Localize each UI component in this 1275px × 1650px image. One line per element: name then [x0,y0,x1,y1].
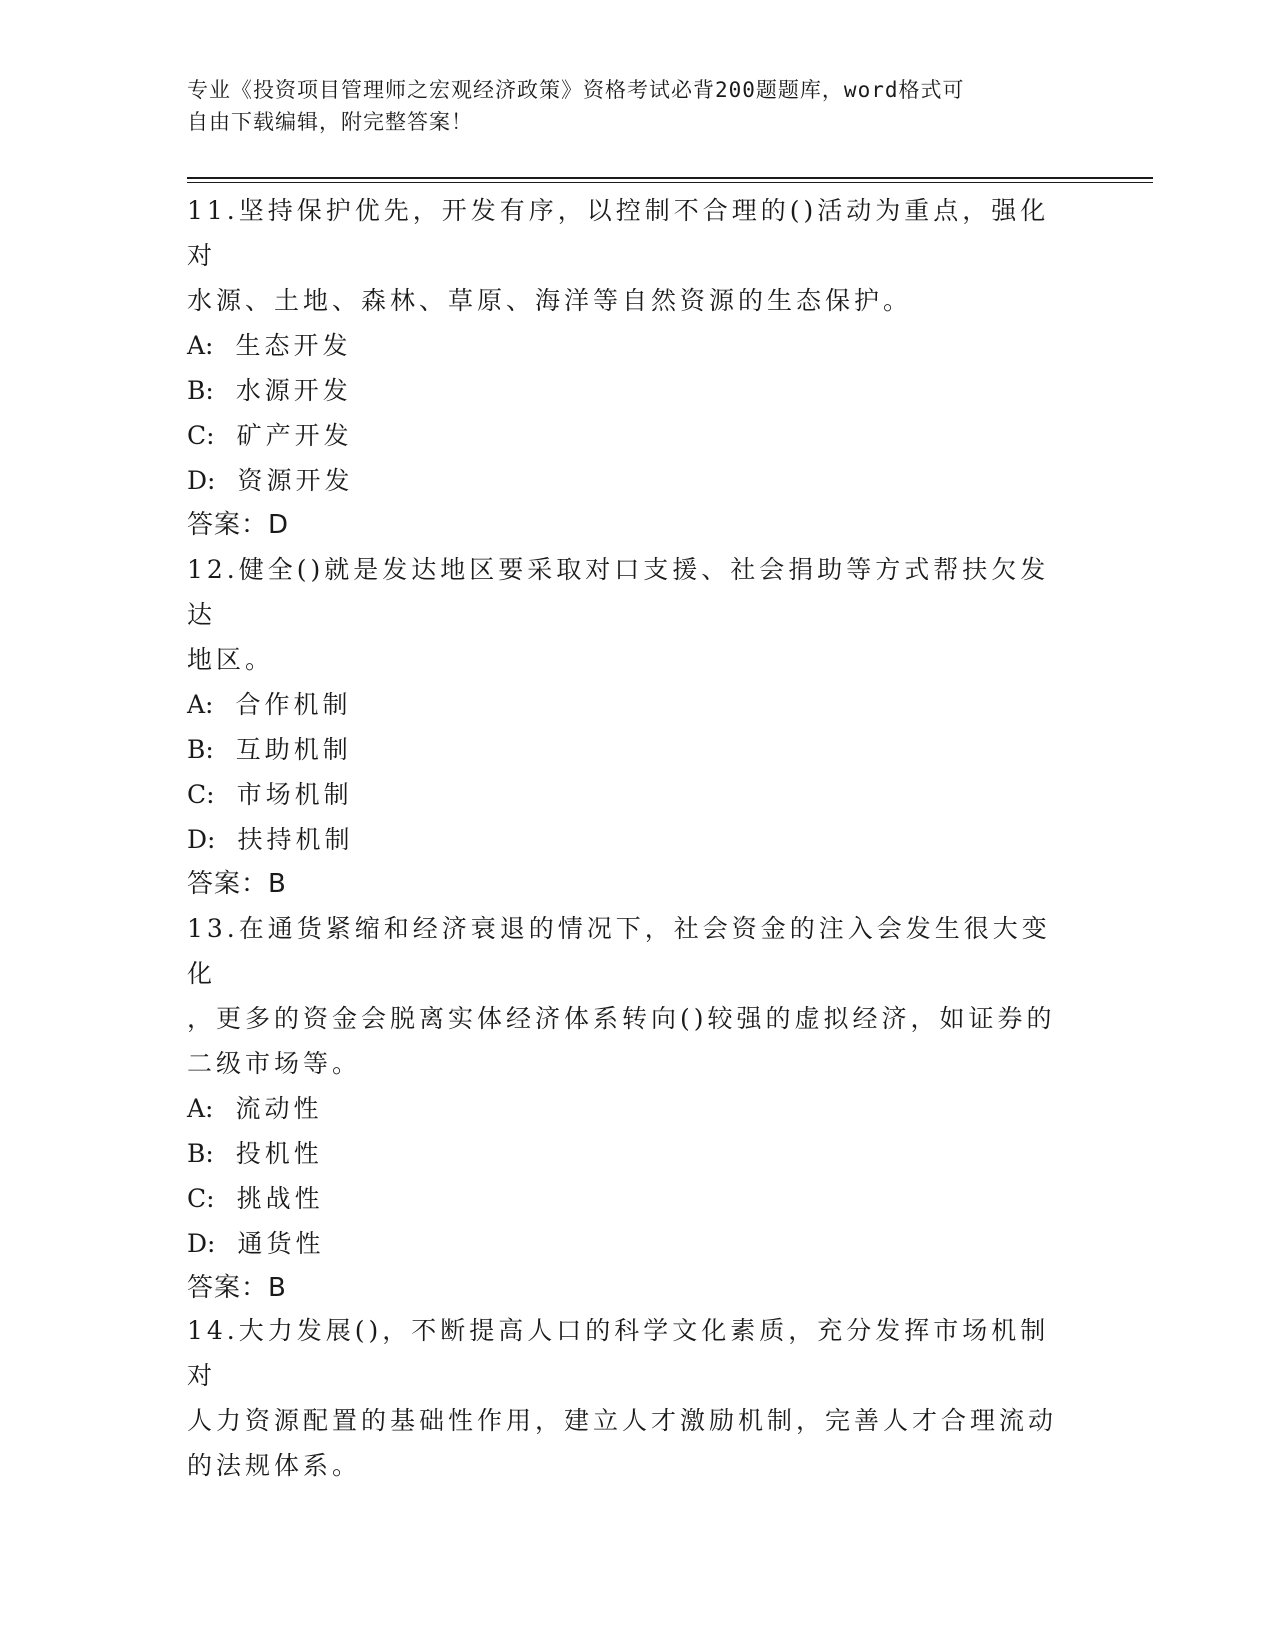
option-letter: A: [187,1094,214,1123]
question-13 [187,906,1087,1311]
document-header [187,74,1067,138]
stem-line: 人力资源配置的基础性作用，建立人才激励机制，完善人才合理流动 [187,1406,1058,1435]
option-text: 市场机制 [236,780,353,809]
option-text: 合作机制 [235,690,352,719]
stem-line: ，更多的资金会脱离实体经济体系转向()较强的虚拟经济，如证券的 [187,1004,1056,1033]
option-b [187,368,1087,413]
option-text: 互助机制 [235,735,352,764]
option-text: 投机性 [235,1139,323,1168]
header-line-2: 自由下载编辑，附完整答案！ [187,110,473,134]
option-letter: D: [187,466,216,495]
answer-line: 答案：B [187,1273,287,1303]
option-text: 水源开发 [235,376,352,405]
option-d [187,458,1087,503]
option-text: 扶持机制 [237,825,354,854]
answer-line: 答案：B [187,869,287,899]
option-letter: B: [187,376,214,405]
stem-line: 二级市场等。 [187,1049,362,1078]
question-stem [187,188,1072,323]
option-letter: A: [187,690,214,719]
stem-line: 14.大力发展()，不断提高人口的科学文化素质，充分发挥市场机制对 [187,1316,1050,1390]
header-line-1: 专业《投资项目管理师之宏观经济政策》资格考试必背200题题库，word格式可 [187,78,965,102]
question-stem [187,906,1072,1086]
option-letter: A: [187,331,214,360]
question-14 [187,1308,1087,1488]
header-divider-thin [187,182,1153,183]
option-letter: C: [187,421,215,450]
option-text: 矿产开发 [236,421,353,450]
option-c [187,772,1087,817]
option-text: 资源开发 [237,466,354,495]
question-stem [187,547,1072,682]
option-c [187,413,1087,458]
option-a [187,682,1087,727]
stem-line: 12.健全()就是发达地区要采取对口支援、社会捐助等方式帮扶欠发达 [187,555,1050,629]
option-d [187,1221,1087,1266]
header-divider-thick [187,177,1153,179]
stem-line: 水源、土地、森林、草原、海洋等自然资源的生态保护。 [187,286,913,315]
option-b [187,1131,1087,1176]
option-c [187,1176,1087,1221]
option-letter: B: [187,1139,214,1168]
stem-line: 的法规体系。 [187,1451,362,1480]
option-letter: C: [187,780,215,809]
question-stem [187,1308,1072,1488]
question-11 [187,188,1087,548]
option-a [187,323,1087,368]
stem-line: 地区。 [187,645,275,674]
option-a [187,1086,1087,1131]
option-letter: D: [187,1229,216,1258]
stem-line: 11.坚持保护优先，开发有序，以控制不合理的()活动为重点，强化对 [187,196,1050,270]
option-text: 流动性 [235,1094,323,1123]
option-letter: C: [187,1184,215,1213]
option-b [187,727,1087,772]
question-12 [187,547,1087,907]
option-text: 挑战性 [236,1184,324,1213]
answer-line: 答案：D [187,510,290,540]
stem-line: 13.在通货紧缩和经济衰退的情况下，社会资金的注入会发生很大变化 [187,914,1051,988]
option-text: 通货性 [237,1229,325,1258]
option-letter: B: [187,735,214,764]
option-d [187,817,1087,862]
option-letter: D: [187,825,216,854]
option-text: 生态开发 [235,331,352,360]
